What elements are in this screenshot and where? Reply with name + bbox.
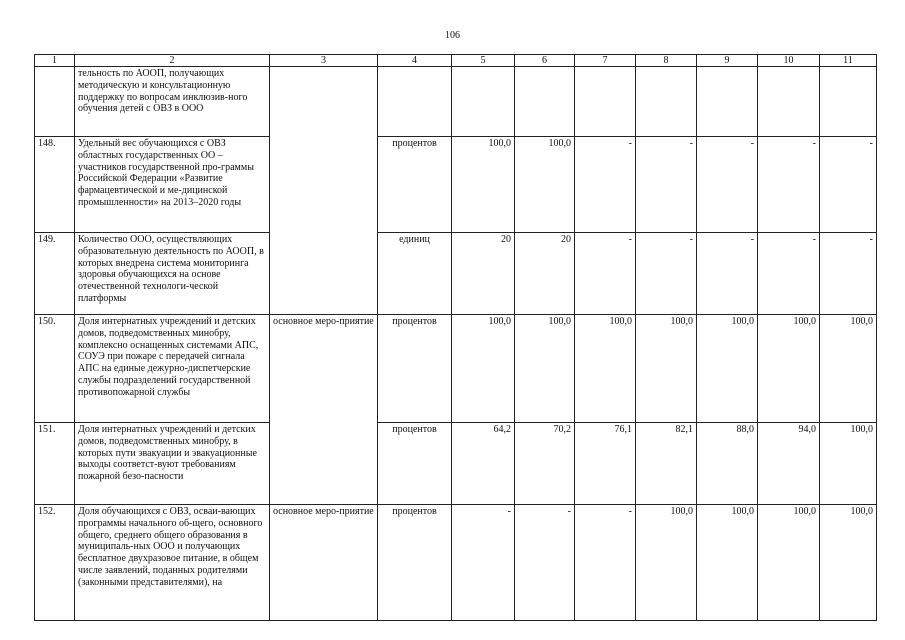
event-type-cell: основное меро-приятие	[270, 315, 378, 505]
unit-cell: процентов	[378, 505, 452, 621]
event-type-cell	[270, 67, 378, 315]
value-cell: -	[575, 137, 636, 233]
indicator-text: Количество ООО, осуществляющих образовательную деятельность по АООП, в которых внедрена система мониторинга здоровья обучающихся на основе отечественной технологи-ческой платформы	[75, 233, 270, 315]
column-header: 3	[270, 55, 378, 67]
value-cell: 100,0	[636, 315, 697, 423]
row-number	[35, 67, 75, 137]
page-number: 106	[445, 30, 460, 41]
row-number: 152.	[35, 505, 75, 621]
value-cell: 20	[515, 233, 575, 315]
value-cell: 70,2	[515, 423, 575, 505]
table-header-row	[35, 55, 877, 67]
row-number: 149.	[35, 233, 75, 315]
value-cell: 100,0	[515, 137, 575, 233]
value-cell: 100,0	[820, 423, 877, 505]
value-cell: 100,0	[636, 505, 697, 621]
unit-cell: единиц	[378, 233, 452, 315]
column-header: 6	[515, 55, 575, 67]
value-cell: -	[820, 137, 877, 233]
value-cell: -	[758, 137, 820, 233]
value-cell: 100,0	[575, 315, 636, 423]
column-header: 4	[378, 55, 452, 67]
table-row	[35, 505, 877, 621]
value-cell: -	[636, 137, 697, 233]
unit-cell: процентов	[378, 315, 452, 423]
column-header: 8	[636, 55, 697, 67]
column-header: 7	[575, 55, 636, 67]
value-cell: 100,0	[452, 137, 515, 233]
indicator-text: Доля интернатных учреждений и детских домов, подведомственных минобру, в которых пути эвакуации и эвакуационные выходы соответст-вуют требованиям пожарной безо-пасности	[75, 423, 270, 505]
table-row	[35, 137, 877, 233]
value-cell: -	[452, 505, 515, 621]
column-header: 10	[758, 55, 820, 67]
value-cell: -	[758, 233, 820, 315]
value-cell: 88,0	[697, 423, 758, 505]
table-row	[35, 315, 877, 423]
row-number: 150.	[35, 315, 75, 423]
value-cell	[575, 67, 636, 137]
indicator-text: Доля обучающихся с ОВЗ, осваи-вающих программы начального об-щего, основного общего, среднего общего образования в муниципаль-ных ООО и получающих бесплатное двухразовое питание, в общем числе заявлений, поданных родителями (законными представителями), на	[75, 505, 270, 621]
column-header: 2	[75, 55, 270, 67]
value-cell: 100,0	[452, 315, 515, 423]
unit-cell	[378, 67, 452, 137]
value-cell: 100,0	[697, 315, 758, 423]
indicator-text: Доля интернатных учреждений и детских домов, подведомственных минобру, комплексно оснащенных системами АПС, СОУЭ при пожаре с передачей сигнала АПС на единые дежурно-диспетчерские службы подразделений государственной противопожарной службы	[75, 315, 270, 423]
indicator-text: Удельный вес обучающихся с ОВЗ областных государственных ОО – участников государственной про-граммы Российской Федерации «Развитие фармацевтической и ме-дицинской промышленности» на 2013–2020 годы	[75, 137, 270, 233]
row-number: 151.	[35, 423, 75, 505]
indicators-table	[34, 54, 877, 621]
row-number: 148.	[35, 137, 75, 233]
column-header: 11	[820, 55, 877, 67]
event-type-cell: основное меро-приятие	[270, 505, 378, 621]
value-cell: 100,0	[758, 505, 820, 621]
value-cell: 100,0	[697, 505, 758, 621]
table-row	[35, 233, 877, 315]
value-cell: 20	[452, 233, 515, 315]
value-cell: 100,0	[820, 315, 877, 423]
value-cell: 100,0	[758, 315, 820, 423]
value-cell	[452, 67, 515, 137]
value-cell: -	[575, 505, 636, 621]
value-cell: -	[636, 233, 697, 315]
value-cell	[758, 67, 820, 137]
value-cell	[820, 67, 877, 137]
value-cell	[515, 67, 575, 137]
indicator-text: тельность по АООП, получающих методическую и консультационную поддержку по вопросам инклюзив-ного обучения детей с ОВЗ в ООО	[75, 67, 270, 137]
value-cell	[636, 67, 697, 137]
value-cell: -	[575, 233, 636, 315]
value-cell: -	[697, 233, 758, 315]
value-cell: 100,0	[820, 505, 877, 621]
column-header: 5	[452, 55, 515, 67]
value-cell: 82,1	[636, 423, 697, 505]
value-cell: 76,1	[575, 423, 636, 505]
value-cell	[697, 67, 758, 137]
column-header: 9	[697, 55, 758, 67]
value-cell: 94,0	[758, 423, 820, 505]
value-cell: -	[697, 137, 758, 233]
column-header: 1	[35, 55, 75, 67]
unit-cell: процентов	[378, 423, 452, 505]
value-cell: 64,2	[452, 423, 515, 505]
value-cell: -	[820, 233, 877, 315]
unit-cell: процентов	[378, 137, 452, 233]
table-row	[35, 423, 877, 505]
table-row	[35, 67, 877, 137]
value-cell: -	[515, 505, 575, 621]
value-cell: 100,0	[515, 315, 575, 423]
